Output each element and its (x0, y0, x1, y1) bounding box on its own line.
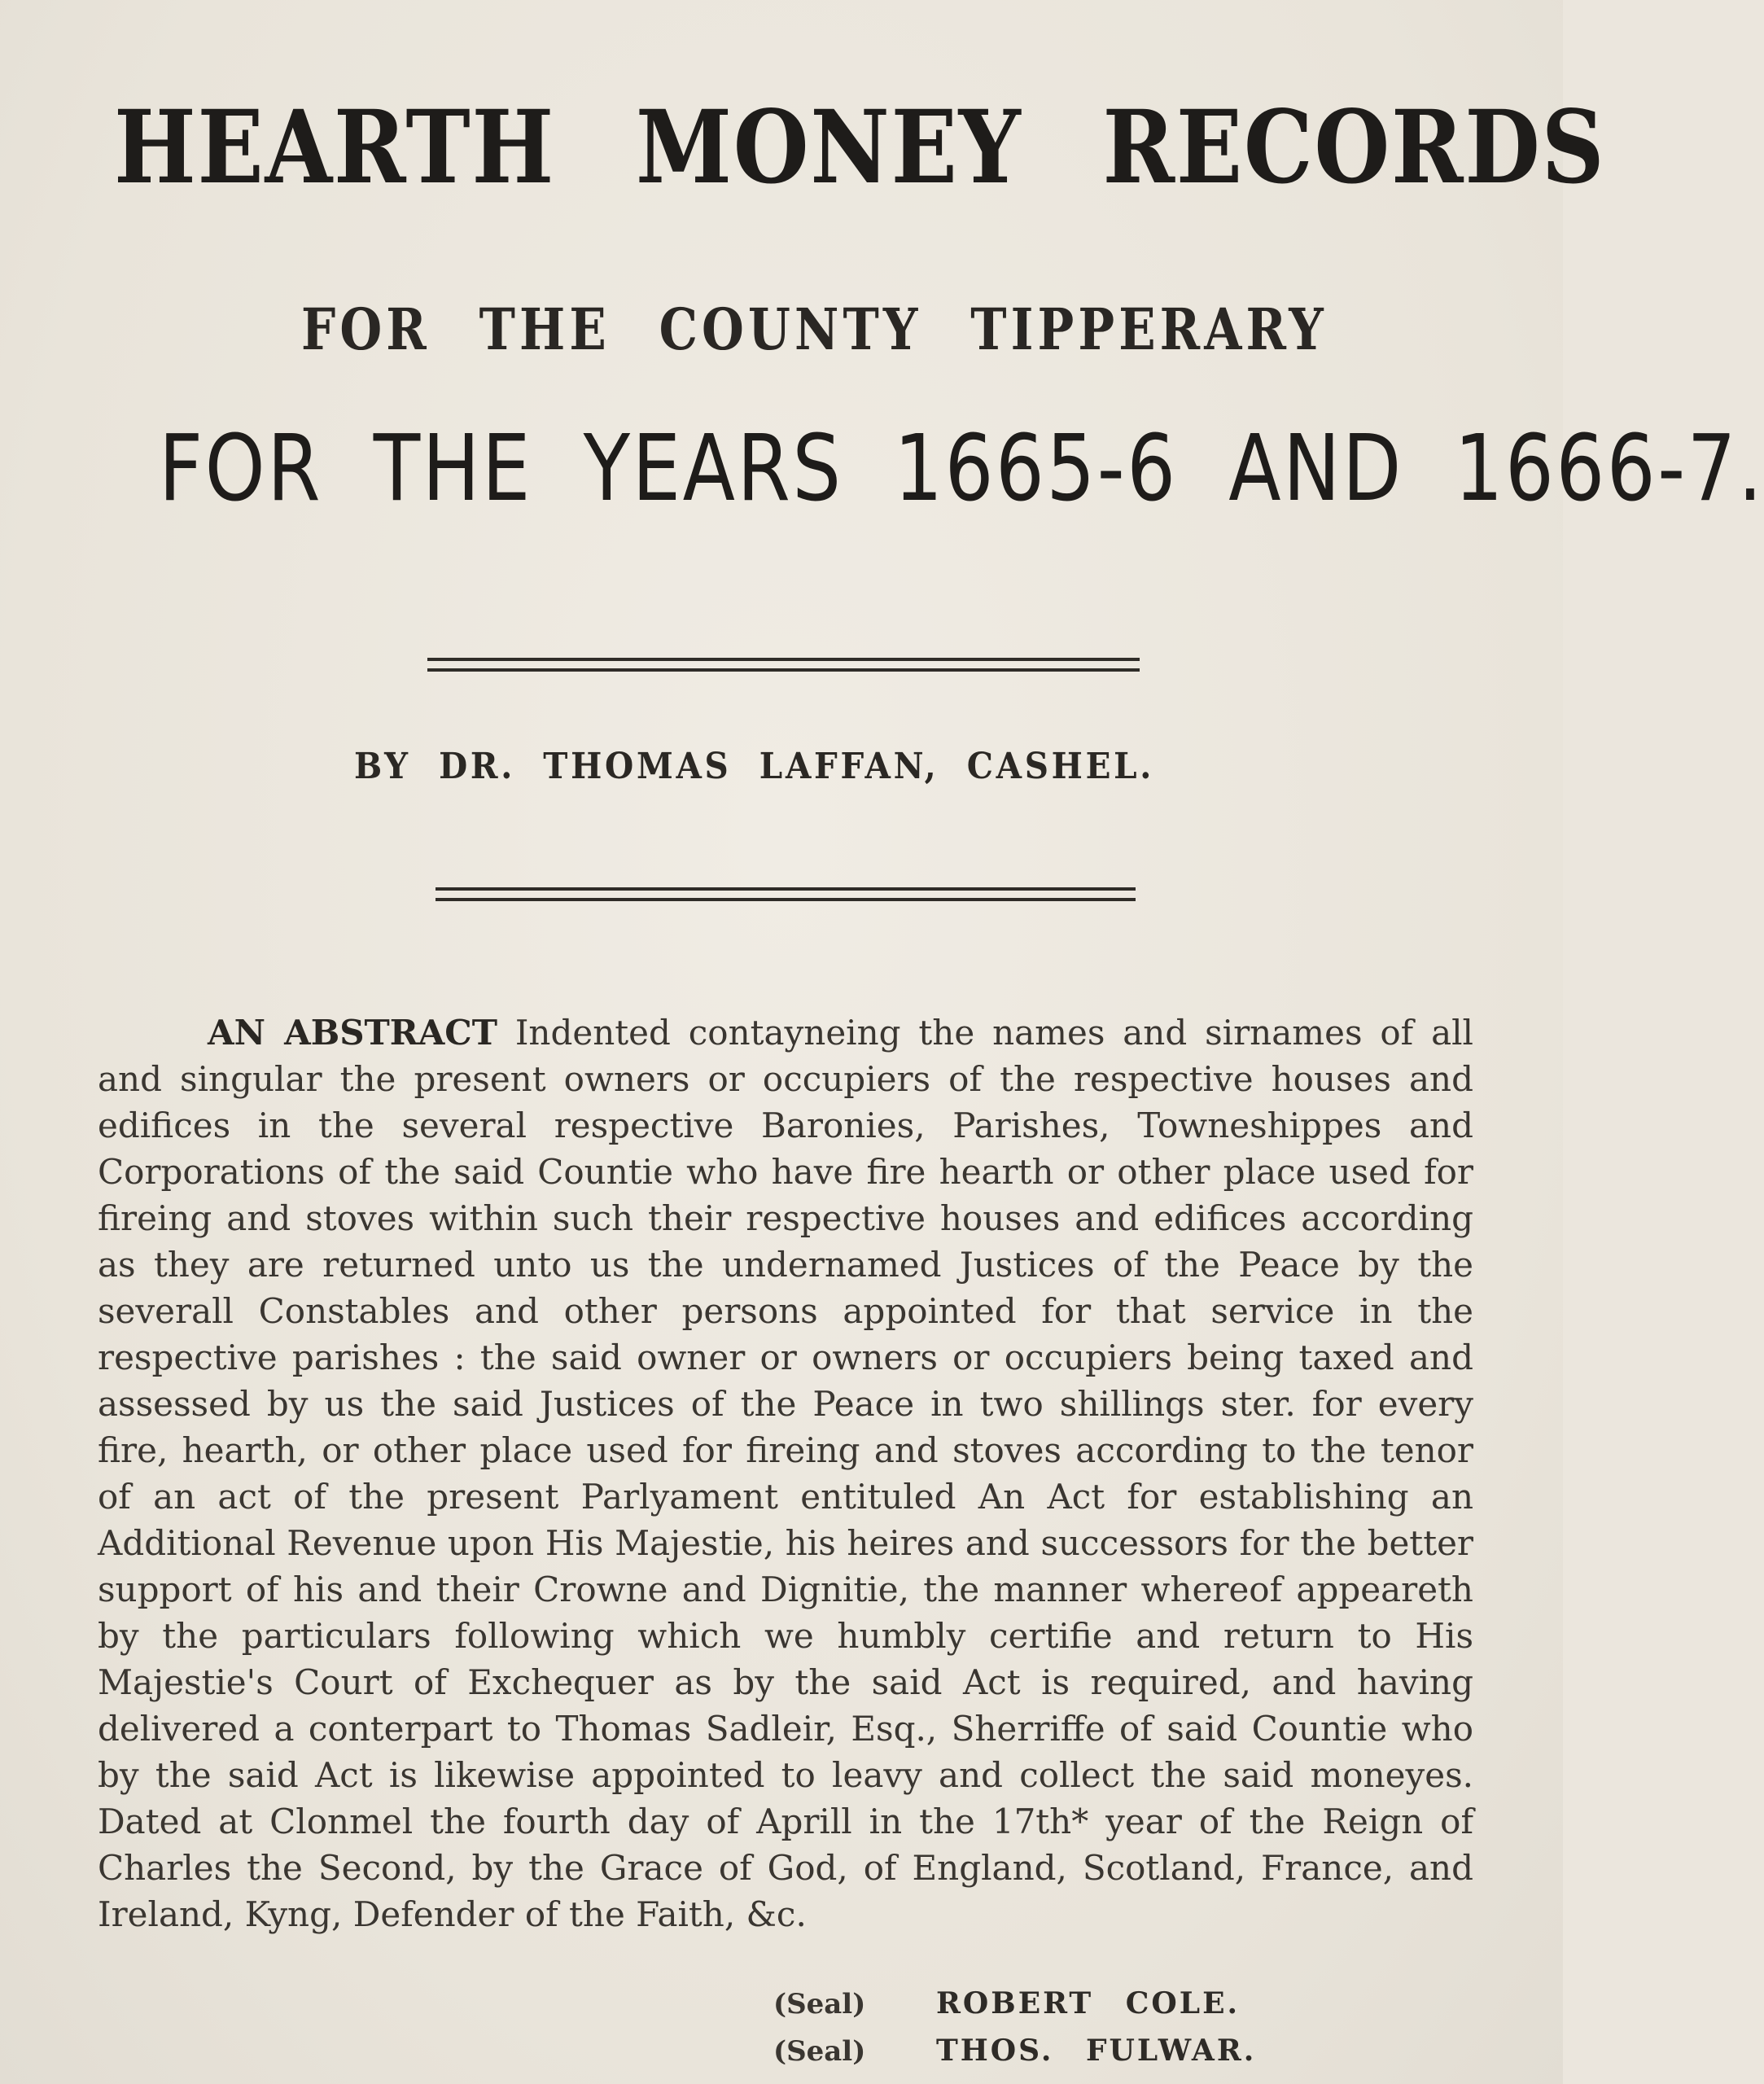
double-rule-divider (436, 887, 1136, 891)
seal-label: (Seal) (773, 1988, 866, 2021)
abstract-body: Indented contayneing the names and sirnames of all and singular the present owners or occupiers of the respective houses and edifices in the several respective Baronies, Parishes, Towneshippes and Corporations of the said Countie who have fire hearth or other place used for fireing and stoves within such their respective houses and edifices according as they are returned unto us the undernamed Justices of the Peace by the severall Constables and other persons appointed for that service in the respective parishes : the said owner or owners or occupiers being taxed and assessed by us the said Justices of the Peace in two shillings ster. for every fire, hearth, or other place used for fireing and stoves according to the tenor of an act of the present Parlyament entituled An Act for establishing an Additional Revenue upon His Majestie, his heires and successors for the better support of his and their Crowne and Dignitie, the manner whereof appeareth by the particulars following which we humbly certifie and return to His Majestie's Court of Exchequer as by the said Act is required, and having delivered a conterpart to Thomas Sadleir, Esq., Sherriffe of said Countie who by the said Act is likewise appointed to leavy and collect the said moneyes. Dated at Clonmel the fourth day of Aprill in the 17th* year of the Reign of Charles the Second, by the Grace of God, of England, Scotland, France, and Ireland, Kyng, Defender of the Faith, &c. (98, 1013, 1473, 1934)
document-years: FOR THE YEARS 1665-6 AND 1666-7. (159, 416, 1764, 522)
double-rule-divider (427, 658, 1140, 661)
signatory-name: ROBERT COLE. (936, 1986, 1241, 2021)
abstract-lead: AN ABSTRACT (208, 1013, 497, 1053)
abstract-paragraph (98, 1009, 1473, 1937)
signature-row (773, 1986, 1343, 2034)
signatory-name: THOS. FULWAR. (936, 2034, 1257, 2068)
signature-row (773, 2034, 1343, 2081)
signature-block (773, 1986, 1343, 2081)
document-subtitle: FOR THE COUNTY TIPPERARY (301, 296, 1328, 363)
document-title: HEARTH MONEY RECORDS (114, 89, 1606, 207)
seal-label: (Seal) (773, 2035, 866, 2068)
author-line: BY DR. THOMAS LAFFAN, CASHEL. (354, 746, 1155, 787)
